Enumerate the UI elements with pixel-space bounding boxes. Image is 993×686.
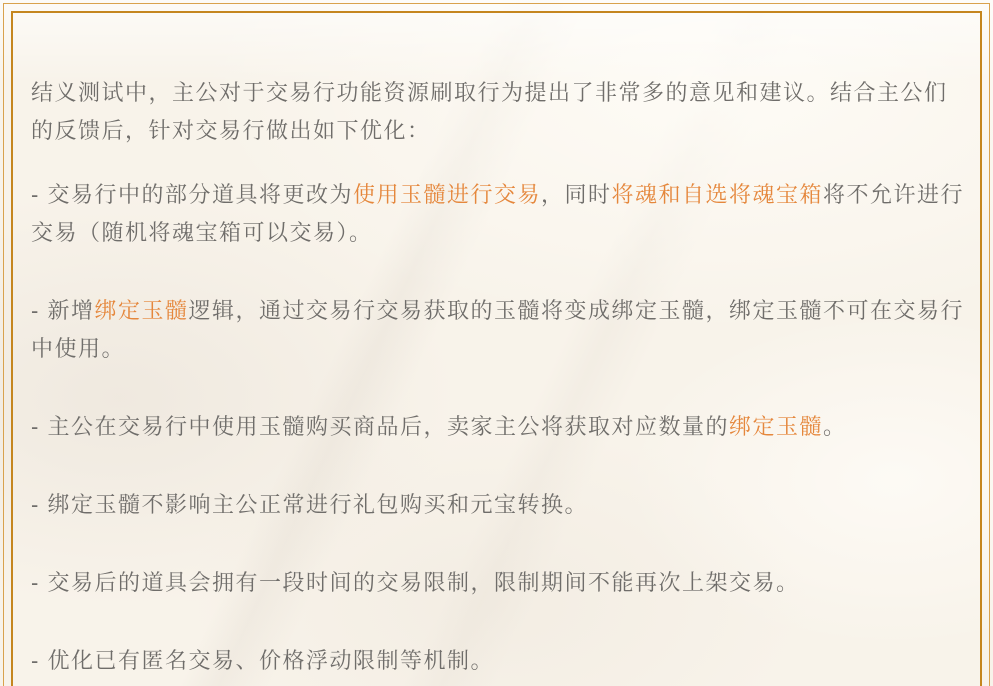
bullet-paragraph	[31, 642, 969, 680]
body-text: - 主公在交易行中使用玉髓购买商品后，卖家主公将获取对应数量的	[31, 414, 729, 439]
bullet-paragraph	[31, 564, 969, 602]
bullet-paragraph	[31, 408, 969, 446]
highlighted-text: 将魂和自选将魂宝箱	[611, 182, 823, 207]
body-text: - 交易后的道具会拥有一段时间的交易限制，限制期间不能再次上架交易。	[31, 570, 800, 595]
body-text: - 绑定玉髓不影响主公正常进行礼包购买和元宝转换。	[31, 492, 588, 517]
bullet-paragraph	[31, 486, 969, 524]
bullet-paragraph	[31, 176, 969, 252]
body-text: 将不允许进行交易（随机将魂宝箱可以交易）。	[31, 182, 965, 245]
announcement-content	[31, 74, 969, 680]
body-text: - 新增	[31, 298, 95, 323]
body-text: 逻辑，通过交易行交易获取的玉髓将变成绑定玉髓，绑定玉髓不可在交易行中使用。	[31, 298, 964, 361]
body-text: ，同时	[540, 182, 612, 207]
body-text: - 交易行中的部分道具将更改为	[31, 182, 353, 207]
bullet-list	[31, 176, 969, 680]
intro-paragraph: 结义测试中，主公对于交易行功能资源刷取行为提出了非常多的意见和建议。结合主公们的反馈后，针对交易行做出如下优化：	[31, 80, 948, 143]
highlighted-text: 绑定玉髓	[94, 298, 189, 323]
body-text: - 优化已有匿名交易、价格浮动限制等机制。	[31, 648, 494, 673]
body-text: 。	[822, 414, 847, 439]
highlighted-text: 使用玉髓进行交易	[352, 182, 541, 207]
highlighted-text: 绑定玉髓	[728, 414, 823, 439]
bullet-paragraph	[31, 292, 969, 368]
